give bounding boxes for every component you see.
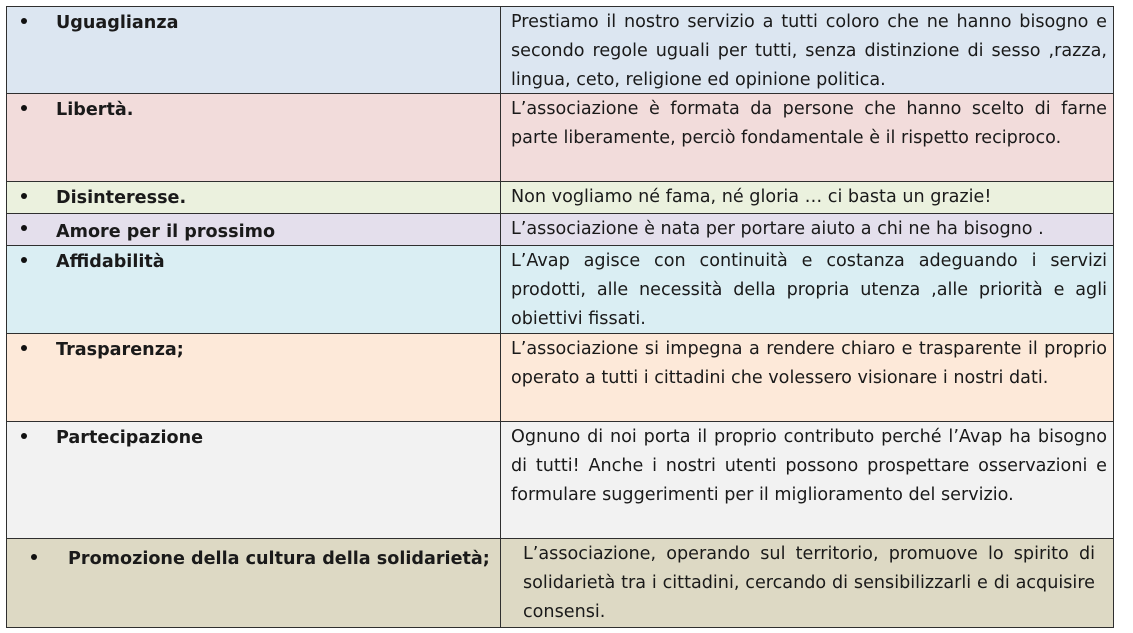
bullet-icon [21,433,27,439]
row-description: Prestiamo il nostro servizio a tutti coloro che ne hanno bisogno e secondo regole uguali per tutti, senza distinzione di sesso ,razza, lingua, ceto, religione ed opinione politica. [511,12,1107,91]
row-label: Promozione della cultura della solidarietà; [68,549,490,569]
row-label: Uguaglianza [56,13,179,33]
row-label: Libertà. [56,100,134,120]
bullet-icon [21,345,27,351]
label-cell [7,246,501,333]
table-row [6,6,1114,94]
row-description: L’Avap agisce con continuità e costanza adeguando i servizi prodotti, alle necessità della propria utenza ,alle priorità e agli obiettivi fissati. [511,251,1107,330]
row-label: Trasparenza; [56,340,184,360]
row-description: L’associazione è formata da persone che hanno scelto di farne parte liberamente, perciò fondamentale è il rispetto reciproco. [511,99,1107,149]
bullet-icon [21,193,27,199]
row-label: Affidabilità [56,252,165,272]
row-description: L’associazione, operando sul territorio, promuove lo spirito di solidarietà tra i cittadini, cercando di sensibilizzarli e di acquisire consensi. [523,544,1095,623]
table-row [6,94,1114,182]
table-row [6,214,1114,246]
row-description: Non vogliamo né fama, né gloria … ci basta un grazie! [511,187,992,207]
row-description: L’associazione si impegna a rendere chiaro e trasparente il proprio operato a tutti i cittadini che volessero visionare i nostri dati. [511,339,1107,389]
row-label: Amore per il prossimo [56,222,276,242]
bullet-icon [21,257,27,263]
row-label: Disinteresse. [56,188,187,208]
table-row [6,334,1114,422]
label-cell [7,7,501,93]
row-label: Partecipazione [56,428,204,448]
label-cell [7,182,501,213]
table-row [6,182,1114,214]
row-description: L’associazione è nata per portare aiuto a chi ne ha bisogno . [511,219,1044,239]
table-row [6,246,1114,334]
bullet-icon [21,105,27,111]
label-cell [7,214,501,245]
label-cell [7,422,501,538]
label-cell [7,94,501,181]
row-description: Ognuno di noi porta il proprio contributo perché l’Avap ha bisogno di tutti! Anche i nostri utenti possono prospettare osservazioni e formulare suggerimenti per il miglioramento del servizio. [511,427,1107,506]
values-table [6,6,1114,628]
label-cell [7,334,501,421]
table-row [6,539,1114,628]
table-row [6,422,1114,539]
bullet-icon [21,225,27,231]
bullet-icon [31,554,37,560]
bullet-icon [21,18,27,24]
label-cell [7,539,501,627]
